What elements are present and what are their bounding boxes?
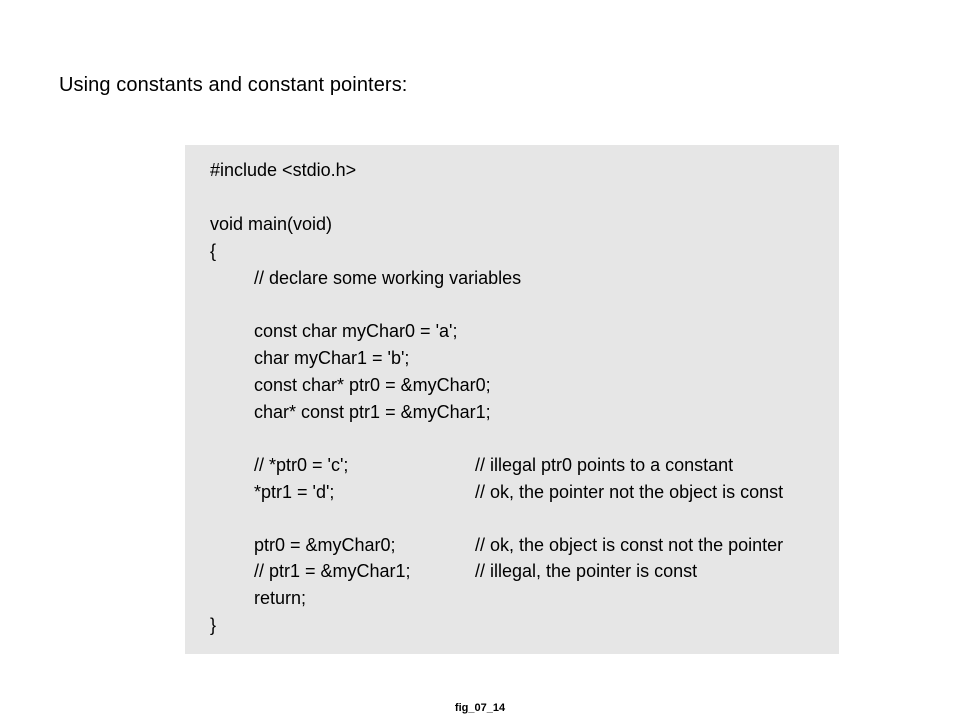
code-comment-ptr0-illegal: // illegal ptr0 points to a constant <box>475 455 734 475</box>
code-line-decl-ptr1: char* const ptr1 = &myChar1; <box>254 402 491 422</box>
code-line-comment-declare: // declare some working variables <box>254 268 522 288</box>
code-comment-ptr1-ok: // ok, the pointer not the object is const <box>475 482 784 502</box>
code-line-include: #include <stdio.h> <box>210 160 357 180</box>
code-line-decl-ptr0: const char* ptr0 = &myChar0; <box>254 375 491 395</box>
page-title: Using constants and constant pointers: <box>59 74 408 96</box>
code-line-open-brace: { <box>210 241 217 261</box>
code-line-return: return; <box>254 588 307 608</box>
code-line-main-signature: void main(void) <box>210 214 333 234</box>
code-line-close-brace: } <box>210 615 217 635</box>
code-line-decl-mychar0: const char myChar0 = 'a'; <box>254 321 458 341</box>
code-listing <box>185 145 839 654</box>
code-line-ptr0-reassign: ptr0 = &myChar0; <box>254 535 396 555</box>
code-line-ptr1-assign: *ptr1 = 'd'; <box>254 482 335 502</box>
figure-caption: fig_07_14 <box>454 702 506 714</box>
code-line-decl-mychar1: char myChar1 = 'b'; <box>254 348 410 368</box>
code-comment-ptr0-ok: // ok, the object is const not the pointer <box>475 535 784 555</box>
code-line-ptr0-assign: // *ptr0 = 'c'; <box>254 455 349 475</box>
code-line-ptr1-reassign: // ptr1 = &myChar1; <box>254 561 411 581</box>
code-comment-ptr1-illegal: // illegal, the pointer is const <box>475 561 698 581</box>
